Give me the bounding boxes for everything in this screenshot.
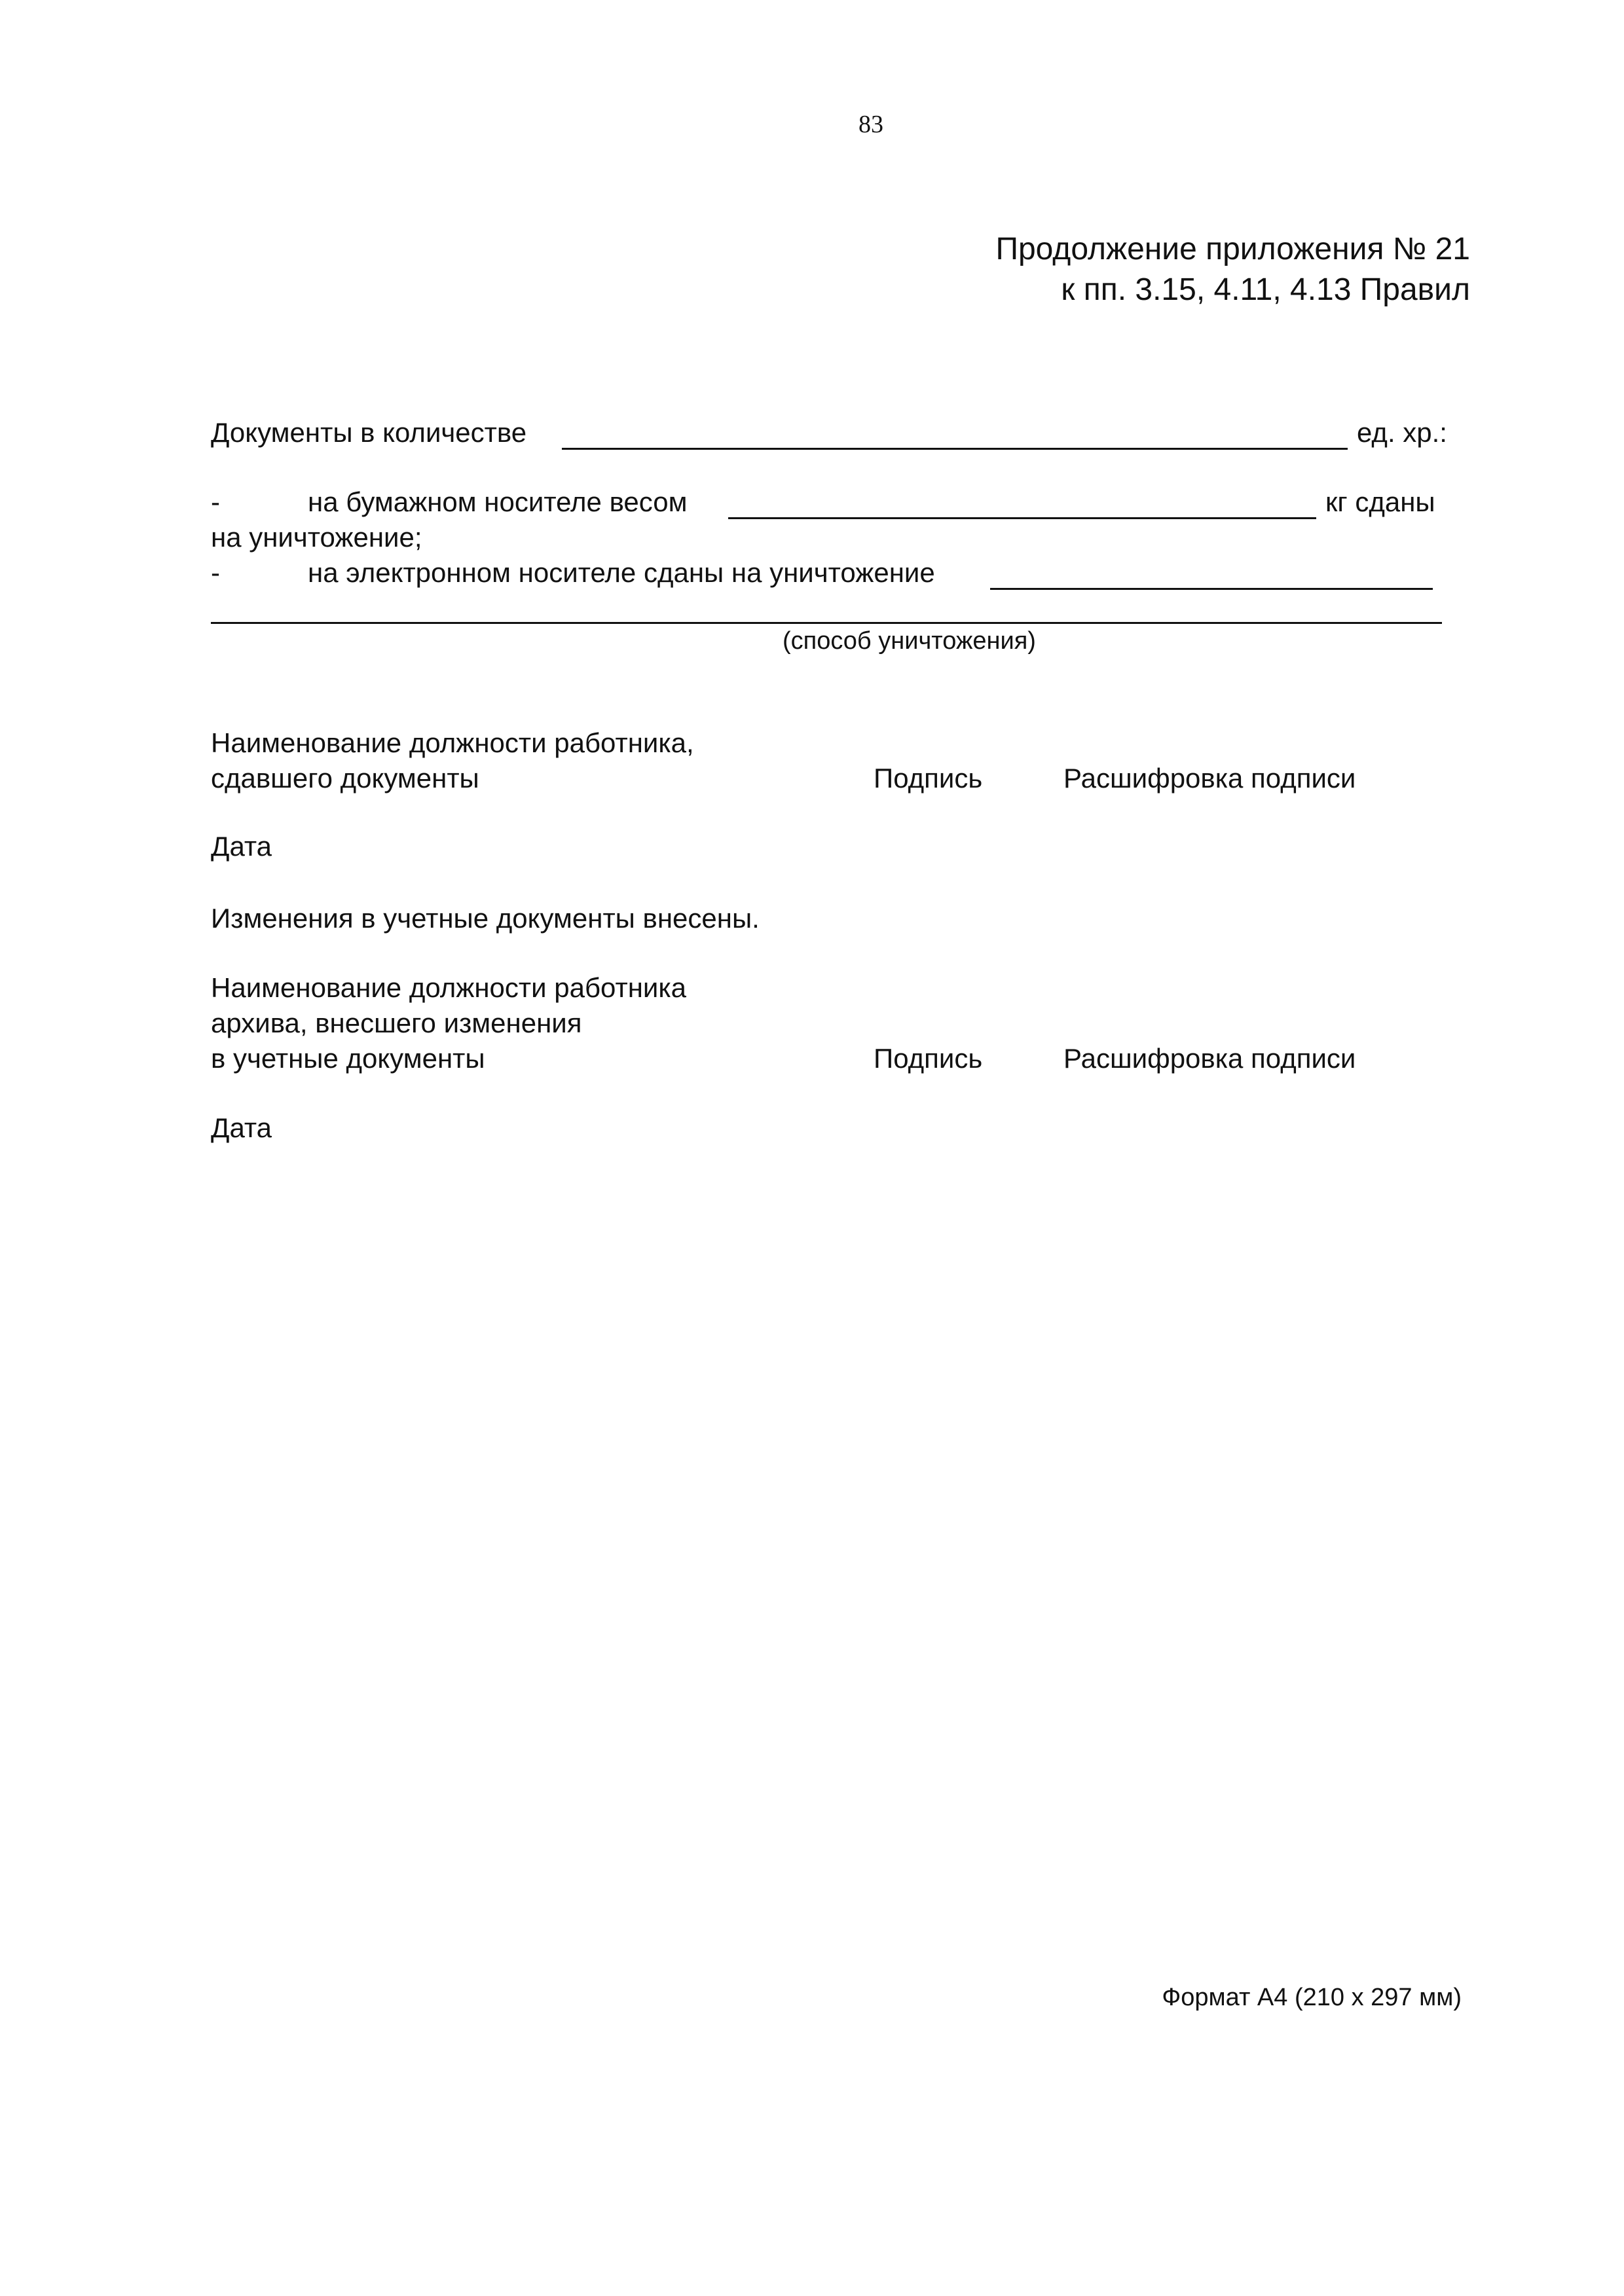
electronic-label: на электронном носителе сданы на уничтожение — [308, 557, 935, 588]
signature-label: Подпись — [874, 763, 983, 793]
paper-unit: кг сданы — [1325, 486, 1435, 517]
signature-decoding-label: Расшифровка подписи — [1063, 763, 1356, 793]
page-number: 83 — [858, 111, 883, 138]
method-caption: (способ уничтожения) — [783, 627, 1036, 655]
quantity-unit: ед. хр.: — [1357, 417, 1447, 448]
electronic-blank-line — [990, 588, 1433, 590]
archive-date-label: Дата — [211, 1112, 272, 1143]
appendix-reference: к пп. 3.15, 4.11, 4.13 Правил — [1061, 272, 1470, 307]
archive-signature-label: Подпись — [874, 1043, 983, 1074]
position-title-line2: сдавшего документы — [211, 763, 479, 793]
archive-position-line3: в учетные документы — [211, 1043, 485, 1074]
paper-weight-blank-line — [728, 517, 1316, 519]
archive-position-line1: Наименование должности работника — [211, 972, 687, 1003]
quantity-blank-line — [562, 448, 1348, 450]
paper-label: на бумажном носителе весом — [308, 486, 688, 517]
paper-dash: - — [211, 486, 220, 517]
archive-position-line2: архива, внесшего изменения — [211, 1008, 582, 1038]
archive-signature-decoding-label: Расшифровка подписи — [1063, 1043, 1356, 1074]
quantity-label: Документы в количестве — [211, 417, 527, 448]
changes-statement: Изменения в учетные документы внесены. — [211, 903, 760, 934]
position-title-line1: Наименование должности работника, — [211, 727, 694, 758]
electronic-dash: - — [211, 557, 220, 588]
paper-continuation: на уничтожение; — [211, 522, 422, 553]
date-label: Дата — [211, 831, 272, 862]
method-blank-line — [211, 622, 1442, 624]
format-footer: Формат А4 (210 х 297 мм) — [1162, 1984, 1462, 2011]
appendix-title: Продолжение приложения № 21 — [995, 232, 1470, 266]
appendix-header — [995, 229, 1470, 310]
